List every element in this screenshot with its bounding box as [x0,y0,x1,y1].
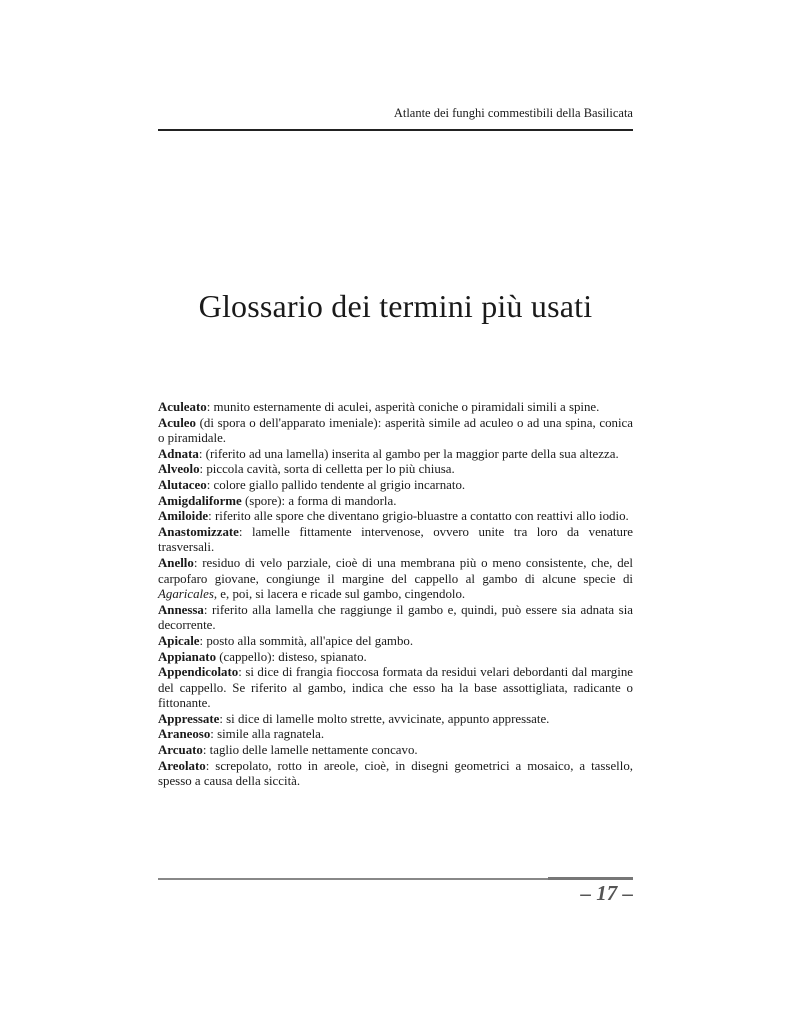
glossary-term: Alutaceo [158,477,207,492]
glossary-entry [158,634,633,650]
glossary-entry [158,478,633,494]
glossary-term: Araneoso [158,727,211,742]
glossary-term: Adnata [158,446,199,461]
glossary-entry [158,650,633,666]
glossary-entry [158,603,633,634]
glossary-list [158,400,633,790]
glossary-definition: : piccola cavità, sorta di celletta per lo più chiusa. [199,462,455,477]
glossary-definition: (spore): a forma di mandorla. [241,493,397,508]
footer-rule-accent [548,877,633,880]
glossary-definition: : riferito alla lamella che raggiunge il gambo e, quindi, può essere sia adnata sia decorrente. [158,602,633,633]
glossary-entry [158,712,633,728]
glossary-entry [158,727,633,743]
glossary-definition: (di spora o dell'apparato imeniale): asperità simile ad aculeo o ad una spina, conica o piramidale. [158,415,633,446]
glossary-entry [158,509,633,525]
glossary-italic-term: Agaricales [158,587,214,602]
glossary-term: Annessa [158,602,204,617]
glossary-definition: : riferito alle spore che diventano grigio-bluastre a contatto con reattivi allo iodio. [208,509,629,524]
glossary-entry [158,525,633,556]
glossary-term: Anello [158,555,194,570]
glossary-definition: : screpolato, rotto in areole, cioè, in disegni geometrici a mosaico, a tassello, spesso a causa della siccità. [158,758,633,789]
glossary-entry [158,759,633,790]
glossary-term: Anastomizzate [158,524,239,539]
glossary-term: Areolato [158,758,206,773]
glossary-definition: : lamelle fittamente intervenose, ovvero unite tra loro da venature trasversali. [158,524,633,555]
glossary-term: Apicale [158,633,200,648]
glossary-entry [158,416,633,447]
glossary-definition: : taglio delle lamelle nettamente concavo. [202,743,418,758]
glossary-definition: : (riferito ad una lamella) inserita al gambo per la maggior parte della sua altezza. [198,446,619,461]
glossary-term: Appendicolato [158,665,239,680]
glossary-entry [158,743,633,759]
glossary-definition: (cappello): disteso, spianato. [216,649,367,664]
glossary-definition: : munito esternamente di aculei, asperità coniche o piramidali simili a spine. [206,400,600,414]
glossary-definition: : si dice di frangia fioccosa formata da residui velari debordanti dal margine del cappello. Se riferito al gambo, indica che esso ha la base assottigliata, radicante o fittonante. [158,665,633,711]
glossary-definition-end: , e, poi, si lacera e ricade sul gambo, cingendolo. [213,587,466,602]
glossary-term: Aculeato [158,400,207,414]
page-title: Glossario dei termini più usati [198,288,593,324]
glossary-term: Aculeo [158,415,196,430]
glossary-term: Appressate [158,711,220,726]
glossary-term: Alveolo [158,462,200,477]
glossary-entry [158,447,633,463]
glossary-term: Arcuato [158,743,203,758]
glossary-term: Amigdaliforme [158,493,242,508]
glossary-entry [158,462,633,478]
glossary-definition: : posto alla sommità, all'apice del gambo. [199,633,414,648]
glossary-entry [158,400,633,416]
glossary-entry [158,665,633,712]
glossary-term: Amiloide [158,509,209,524]
page-number: – 17 – [580,881,633,905]
running-head: Atlante dei funghi commestibili della Basilicata [393,106,633,120]
glossary-definition: : simile alla ragnatela. [210,727,325,742]
glossary-definition: : colore giallo pallido tendente al grigio incarnato. [206,477,466,492]
glossary-entry [158,556,633,603]
glossary-term: Appianato [158,649,217,664]
glossary-definition: : si dice di lamelle molto strette, avvicinate, appunto appressate. [219,711,550,726]
glossary-entry [158,494,633,510]
glossary-definition: : residuo di velo parziale, cioè di una membrana più o meno consistente, che, del carpofaro giovane, congiunge il margine del cappello al gambo di alcune specie di [158,555,633,586]
header-rule [158,129,633,131]
